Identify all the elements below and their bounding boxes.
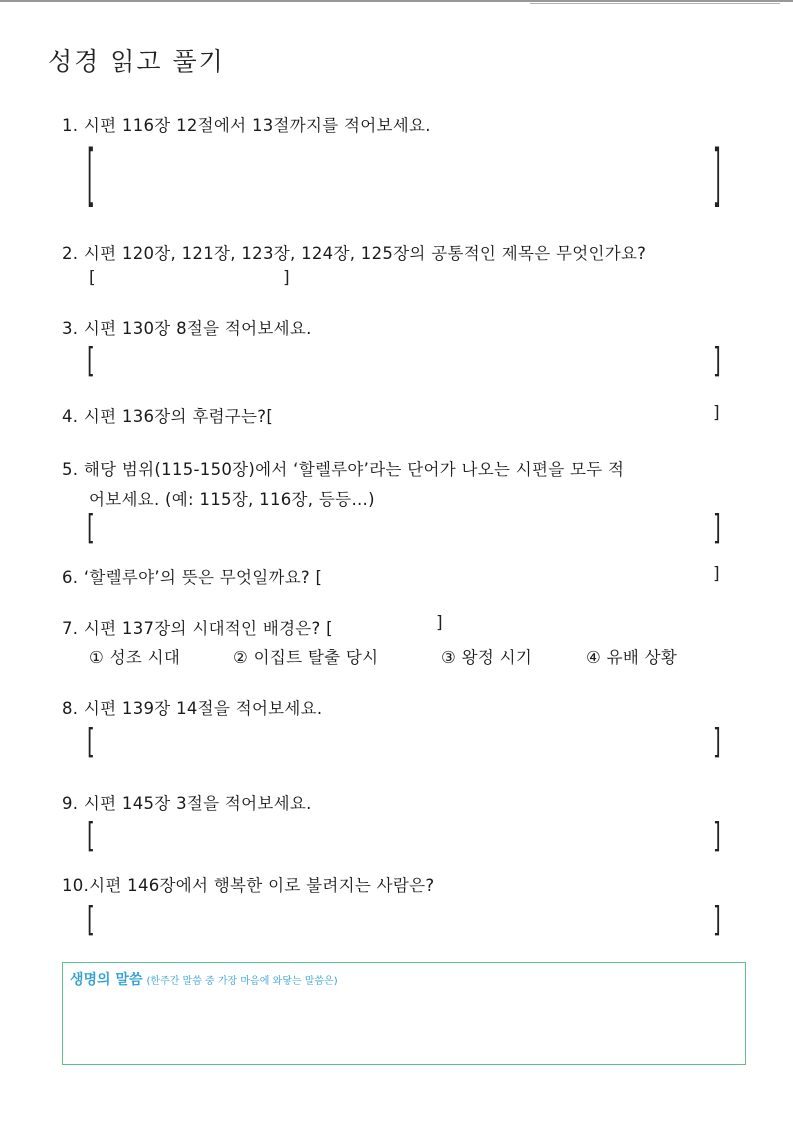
answer-3-close-bracket[interactable]: ]: [713, 339, 721, 381]
question-7: 7. 시편 137장의 시대적인 배경은? [: [62, 619, 333, 638]
word-of-life-title: [70, 969, 338, 989]
question-10: 10.시편 146장에서 행복한 이로 불려지는 사람은?: [62, 876, 435, 895]
question-6: 6. ‘할렐루야’의 뜻은 무엇일까요? [: [62, 568, 323, 587]
question-2: 2. 시편 120장, 121장, 123장, 124장, 125장의 공통적인 제목은 무엇인가요?: [62, 244, 647, 263]
answer-4-close-bracket[interactable]: ]: [713, 403, 720, 423]
question-5-line-2: 어보세요. (예: 115장, 116장, 등등…): [89, 490, 375, 509]
answer-9-open-bracket[interactable]: [: [87, 814, 95, 856]
answer-6-close-bracket[interactable]: ]: [713, 564, 720, 584]
option-3[interactable]: ③ 왕정 시기: [441, 648, 533, 667]
word-of-life-subtitle: (한주간 말씀 중 가장 마음에 와닿는 말씀은): [146, 976, 338, 987]
option-1[interactable]: ① 성조 시대: [89, 648, 181, 667]
answer-3-open-bracket[interactable]: [: [87, 339, 95, 381]
option-2[interactable]: ② 이집트 탈출 당시: [233, 648, 379, 667]
question-8: 8. 시편 139장 14절을 적어보세요.: [62, 699, 323, 718]
answer-2-close-bracket[interactable]: ]: [283, 268, 290, 288]
word-of-life-heading: 생명의 말씀: [70, 972, 143, 988]
answer-10-close-bracket[interactable]: ]: [713, 898, 721, 940]
option-4[interactable]: ④ 유배 상황: [586, 648, 678, 667]
answer-8-close-bracket[interactable]: ]: [713, 720, 721, 762]
answer-1-open-bracket[interactable]: [: [87, 133, 95, 215]
answer-5-close-bracket[interactable]: ]: [713, 506, 721, 548]
answer-10-open-bracket[interactable]: [: [87, 898, 95, 940]
scan-top-edge-line: [530, 3, 780, 4]
question-4: 4. 시편 136장의 후렴구는?[: [62, 407, 274, 426]
answer-2-open-bracket[interactable]: [: [89, 268, 96, 288]
scan-top-edge: [0, 0, 793, 2]
question-9: 9. 시편 145장 3절을 적어보세요.: [62, 794, 312, 813]
question-1: 1. 시편 116장 12절에서 13절까지를 적어보세요.: [62, 116, 431, 135]
question-3: 3. 시편 130장 8절을 적어보세요.: [62, 319, 312, 338]
answer-9-close-bracket[interactable]: ]: [713, 814, 721, 856]
answer-5-open-bracket[interactable]: [: [87, 506, 95, 548]
question-5: 5. 해당 범위(115-150장)에서 ‘할렐루야’라는 단어가 나오는 시편을 모두 적: [62, 460, 625, 479]
answer-7-close-bracket[interactable]: ]: [436, 613, 443, 633]
answer-1-close-bracket[interactable]: ]: [713, 133, 721, 215]
answer-8-open-bracket[interactable]: [: [87, 720, 95, 762]
page-title: 성경 읽고 풀기: [48, 47, 225, 76]
